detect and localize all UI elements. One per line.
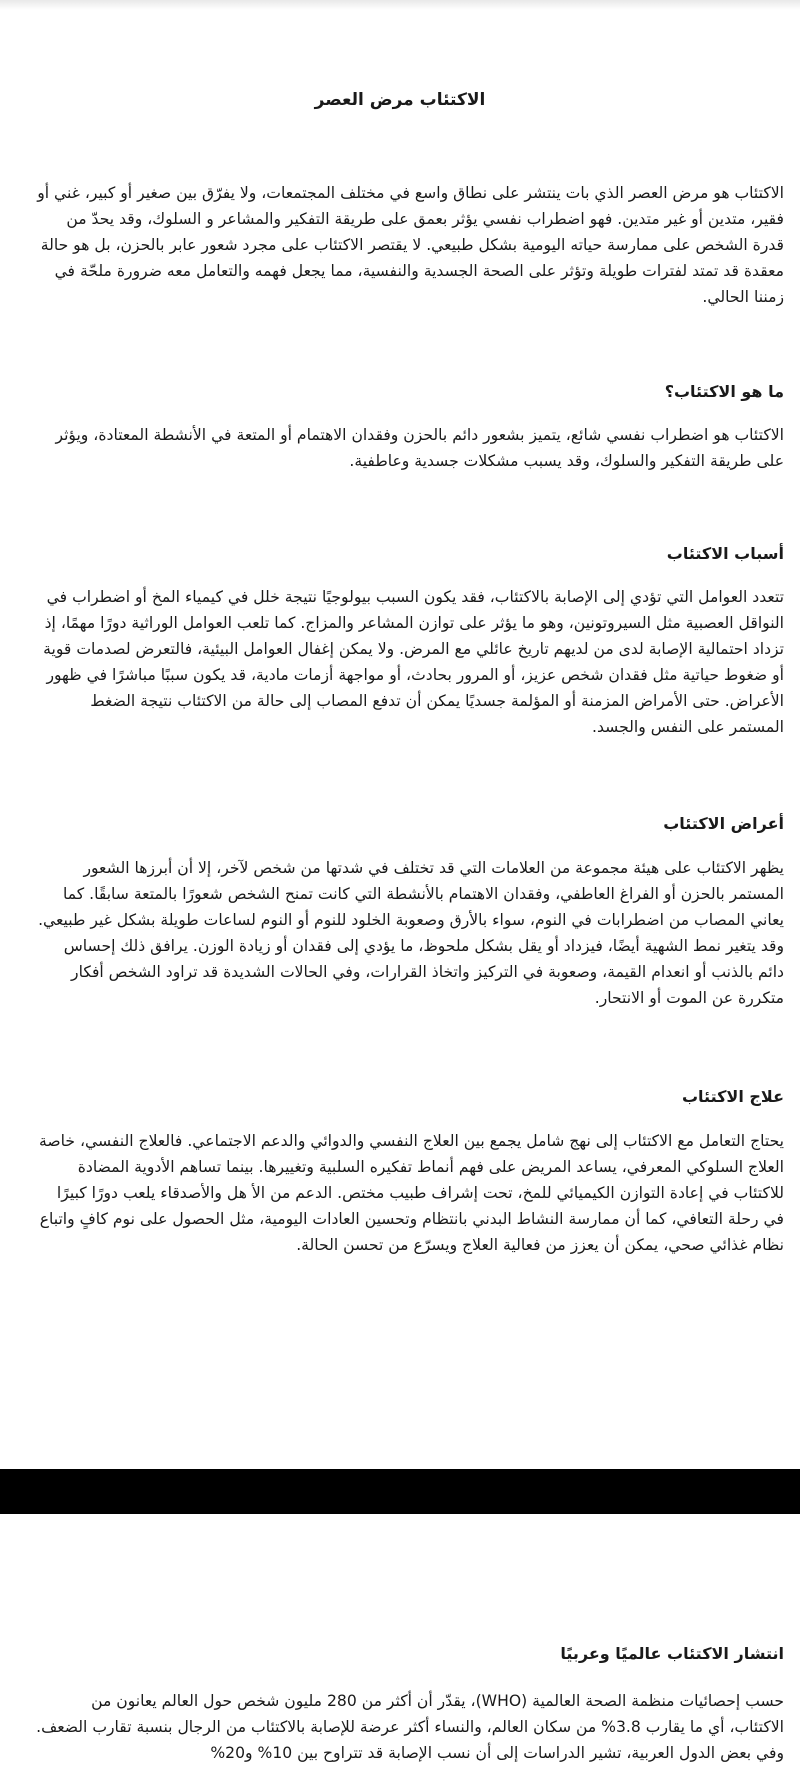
section-body-causes: تتعدد العوامل التي تؤدي إلى الإصابة بالاكتئاب، فقد يكون السبب بيولوجيًا نتيجة خلل في كيمياء المخ أو اضطراب في النواقل العصبية مثل السيروتونين، وهو ما يؤثر على توازن المشاعر والمزاج. كما تلعب العوامل الوراثية دورًا مهمًا، إذ تزداد احتمالية الإصابة لدى من لديهم تاريخ عائلي مع المرض. ولا يمكن إغفال العوامل البيئية، فالتعرض لصدمات قوية أو ضغوط حياتية مثل فقدان شخص عزيز، أو المرور بحادث، أو مواجهة أزمات مادية، قد يكون سببًا مباشرًا في ظهور الأعراض. حتى الأمراض المزمنة أو المؤلمة جسديًا يمكن أن تدفع المصاب إلى حالة من الاكتئاب نتيجة الضغط المستمر على النفس والجسد. [43, 588, 784, 736]
section-heading-prevalence: انتشار الاكتئاب عالميًا وعربيًا [560, 1644, 784, 1663]
document-title: الاكتئاب مرض العصر [314, 90, 486, 110]
section-heading-treatment: علاج الاكتئاب [681, 1087, 784, 1106]
intro-paragraph: الاكتئاب هو مرض العصر الذي بات ينتشر على نطاق واسع في مختلف المجتمعات، ولا يفرّق بين صغير أو كبير، غني أو فقير، متدين أو غير متدين. فهو اضطراب نفسي يؤثر بعمق على طريقة التفكير والمشاعر و السلوك، وقد يحدّ من قدرة الشخص على ممارسة حياته اليومية بشكل طبيعي. لا يقتصر الاكتئاب على مجرد شعور عابر بالحزن، بل هو حالة معقدة قد تمتد لفترات طويلة وتؤثر على الصحة الجسدية والنفسية، مما يجعل فهمه والتعامل معه ضرورة ملحّة في زمننا الحالي. [37, 184, 784, 306]
top-edge-shadow [0, 0, 800, 10]
section-heading-symptoms: أعراض الاكتئاب [663, 814, 784, 833]
section-body-treatment: يحتاج التعامل مع الاكتئاب إلى نهج شامل يجمع بين العلاج النفسي والدوائي والدعم الاجتماعي. فالعلاج النفسي، خاصة العلاج السلوكي المعرفي، يساعد المريض على فهم أنماط تفكيره السلبية وتغييرها. بينما تساهم الأدوية المضادة للاكتئاب في إعادة التوازن الكيميائي للمخ، تحت إشراف طبيب مختص. الدعم من الأ هل والأصدقاء يلعب دورًا كبيرًا في رحلة التعافي، كما أن ممارسة النشاط البدني بانتظام وتحسين العادات اليومية، مثل الحصول على نوم كافٍ واتباع نظام غذائي صحي، يمكن أن يعزز من فعالية العلاج ويسرّع من تحسن الحالة. [39, 1132, 784, 1254]
section-heading-causes: أسباب الاكتئاب [666, 544, 784, 563]
section-body-prevalence: حسب إحصائيات منظمة الصحة العالمية (WHO)، يقدّر أن أكثر من 280 مليون شخص حول العالم يعانون من الاكتئاب، أي ما يقارب 3.8% من سكان العالم، والنساء أكثر عرضة للإصابة بالاكتئاب من الرجال بنسبة تقارب الضعف. وفي بعض الدول العربية، تشير الدراسات إلى أن نسب الإصابة قد تتراوح بين 10% و20% [36, 1692, 784, 1762]
section-body-symptoms: يظهر الاكتئاب على هيئة مجموعة من العلامات التي قد تختلف في شدتها من شخص لآخر، إلا أن أبرزها الشعور المستمر بالحزن أو الفراغ العاطفي، وفقدان الاهتمام بالأنشطة التي كانت تمنح الشخص شعورًا بالمتعة سابقًا. كما يعاني المصاب من اضطرابات في النوم، سواء بالأرق وصعوبة الخلود للنوم أو النوم لساعات طويلة بشكل غير طبيعي. وقد يتغير نمط الشهية أيضًا، فيزداد أو يقل بشكل ملحوظ، ما يؤدي إلى فقدان أو زيادة الوزن. يرافق ذلك إحساس دائم بالذنب أو انعدام القيمة، وصعوبة في التركيز واتخاذ القرارات، وفي الحالات الشديدة قد تراود الشخص أفكار متكررة عن الموت أو الانتحار. [38, 859, 784, 1007]
section-body-what-is: الاكتئاب هو اضطراب نفسي شائع، يتميز بشعور دائم بالحزن وفقدان الاهتمام أو المتعة في الأنشطة المعتادة، ويؤثر على طريقة التفكير والسلوك، وقد يسبب مشكلات جسدية وعاطفية. [55, 426, 784, 470]
section-heading-what-is: ما هو الاكتئاب؟ [664, 382, 784, 401]
page-break-band [0, 1469, 800, 1514]
